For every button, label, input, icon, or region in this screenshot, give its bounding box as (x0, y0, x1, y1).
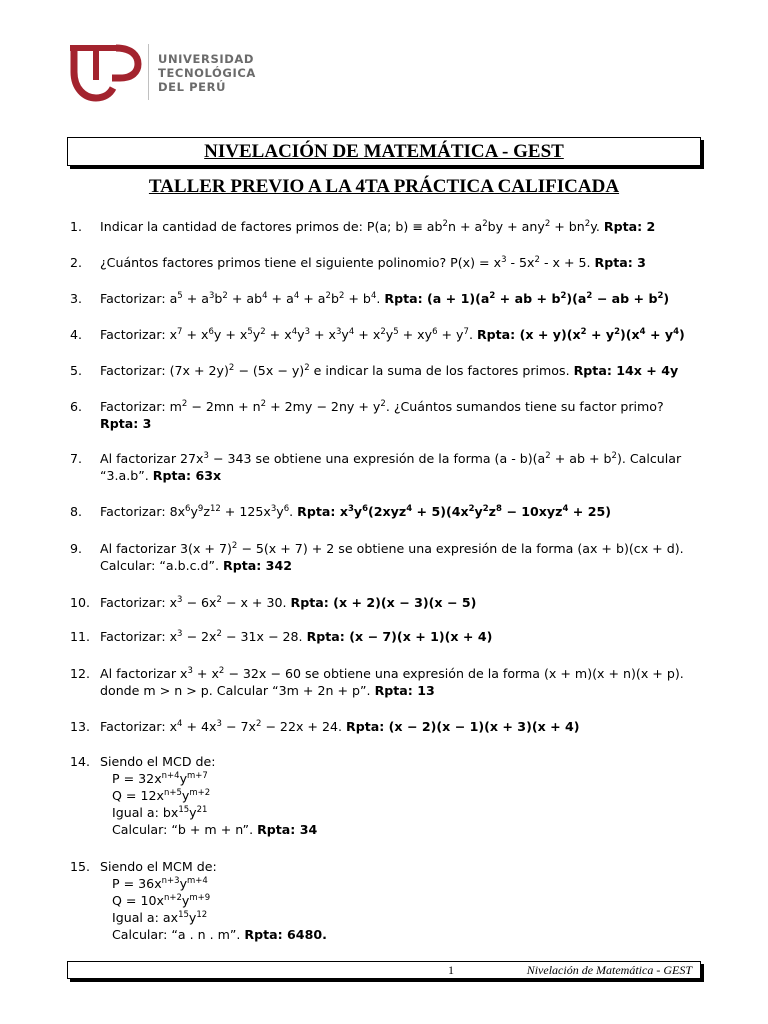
exercise-text: Factorizar: $8x^6y^9z^{12} + 125x^3y^6$. Rpta: $x^3y^6(2xyz^4 + 5)(4x^2y^2z^8 - 10xyz^4 + 25)$ (100, 504, 611, 519)
exercise-number: 5. (70, 363, 83, 378)
logo-line-3: DEL PERÚ (158, 80, 227, 94)
exercise-text: Al factorizar $x^3 + x^2 - 32x - 60$ se obtiene una expresión de la forma (x + m)(x + n)(x + p). donde m > n > p. Calcular “3m + 2n + p”. Rpta: 13 (100, 666, 684, 698)
exercise-number: 13. (70, 719, 91, 734)
logo-wordmark (158, 52, 256, 94)
document-subtitle: TALLER PREVIO A LA 4TA PRÁCTICA CALIFICADA (148, 176, 620, 197)
exercise-text: Factorizar: $x^3 - 2x^2 - 31x - 28$. Rpta: (x − 7)(x + 1)(x + 4) (100, 629, 493, 644)
exercise-text: Al factorizar $3(x + 7)^2 - 5(x + 7) + 2$ se obtiene una expresión de la forma (ax + b)(cx + d). Calcular: “a.b.c.d”. Rpta: 342 (100, 541, 684, 573)
page-number: 1 (448, 963, 454, 977)
exercise-text: Factorizar: $(7x + 2y)^2 - (5x - y)^2$ e indicar la suma de los factores primos. Rpta: 14x + 4y (100, 363, 679, 378)
exercise-number: 2. (70, 255, 83, 270)
exercise-number: 10. (70, 595, 91, 610)
document-title: NIVELACIÓN DE MATEMÁTICA - GEST (204, 140, 564, 162)
logo-divider (148, 44, 149, 100)
exercise-number: 3. (70, 291, 83, 306)
exercise-number: 14. (70, 754, 91, 769)
exercise-number: 12. (70, 666, 91, 681)
footer-label: Nivelación de Matemática - GEST (526, 963, 692, 977)
exercise-text: Siendo el MCM de: $P = 36x^{n+3}y^{m+4}$ $Q = 10x^{n+2}y^{m+9}$ Igual a: $ax^{15}y^{12}$ Calcular: “a . n . m”. Rpta: 6480. (100, 859, 327, 942)
exercise-number: 9. (70, 541, 83, 556)
exercise-number: 11. (70, 629, 91, 644)
exercise-text: ¿Cuántos factores primos tiene el siguiente polinomio? $P(x) = x^3 - 5x^2 - x + 5$. Rpta: 3 (100, 255, 646, 270)
exercise-number: 15. (70, 859, 91, 874)
exercise-number: 1. (70, 219, 83, 234)
exercise-number: 7. (70, 451, 83, 466)
exercise-text: Indicar la cantidad de factores primos de: P(a; $b) \equiv ab^2n + a^2by + any^2 + bn^2y$. Rpta: 2 (100, 219, 656, 234)
exercise-text: Al factorizar $27x^3 - 343$ se obtiene una expresión de la forma $(a - b)(a^2$ + ab + $b^2$). Calcular “3.a.b”. Rpta: 63x (100, 451, 682, 483)
exercise-text: Factorizar: $x^4 + 4x^3 - 7x^2 - 22x + 24$. Rpta: (x − 2)(x − 1)(x + 3)(x + 4) (100, 719, 580, 734)
title-box (67, 137, 701, 166)
exercise-number: 8. (70, 504, 83, 519)
exercise-number: 6. (70, 399, 83, 414)
logo-line-1: UNIVERSIDAD (158, 52, 255, 66)
exercise-text: Factorizar: $x^7 + x^6y + x^5y^2 + x^4y^3 + x^3y^4 + x^2y^5 + xy^6 + y^7$. Rpta: $(x + y)(x^2 + y^2)(x^4 + y^4)$ (100, 327, 685, 342)
exercise-number: 4. (70, 327, 83, 342)
utp-logo (70, 42, 260, 102)
exercise-text: Siendo el MCD de: $P = 32x^{n+4}y^{m+7}$ $Q = 12x^{n+5}y^{m+2}$ Igual a: $bx^{15}y^{21}$ Calcular: “b + m + n”. Rpta: 34 (100, 754, 318, 837)
page-footer (67, 961, 701, 979)
utp-logo-mark-icon (70, 42, 142, 102)
logo-line-2: TECNOLÓGICA (158, 66, 256, 80)
exercise-text: Factorizar: $m^2 - 2mn + n^2 + 2my - 2ny + y^2$. ¿Cuántos sumandos tiene su factor primo? Rpta: 3 (100, 399, 664, 431)
exercise-text: Factorizar: $x^3 - 6x^2 - x + 30$. Rpta: (x + 2)(x − 3)(x − 5) (100, 595, 477, 610)
exercise-text: Factorizar: $a^5 + a^3b^2 + ab^4 + a^4 + a^2b^2 + b^4$. Rpta: $(a + 1)(a^2$ + ab + $b^2)(a^2$ − ab + $b^2$) (100, 291, 670, 306)
